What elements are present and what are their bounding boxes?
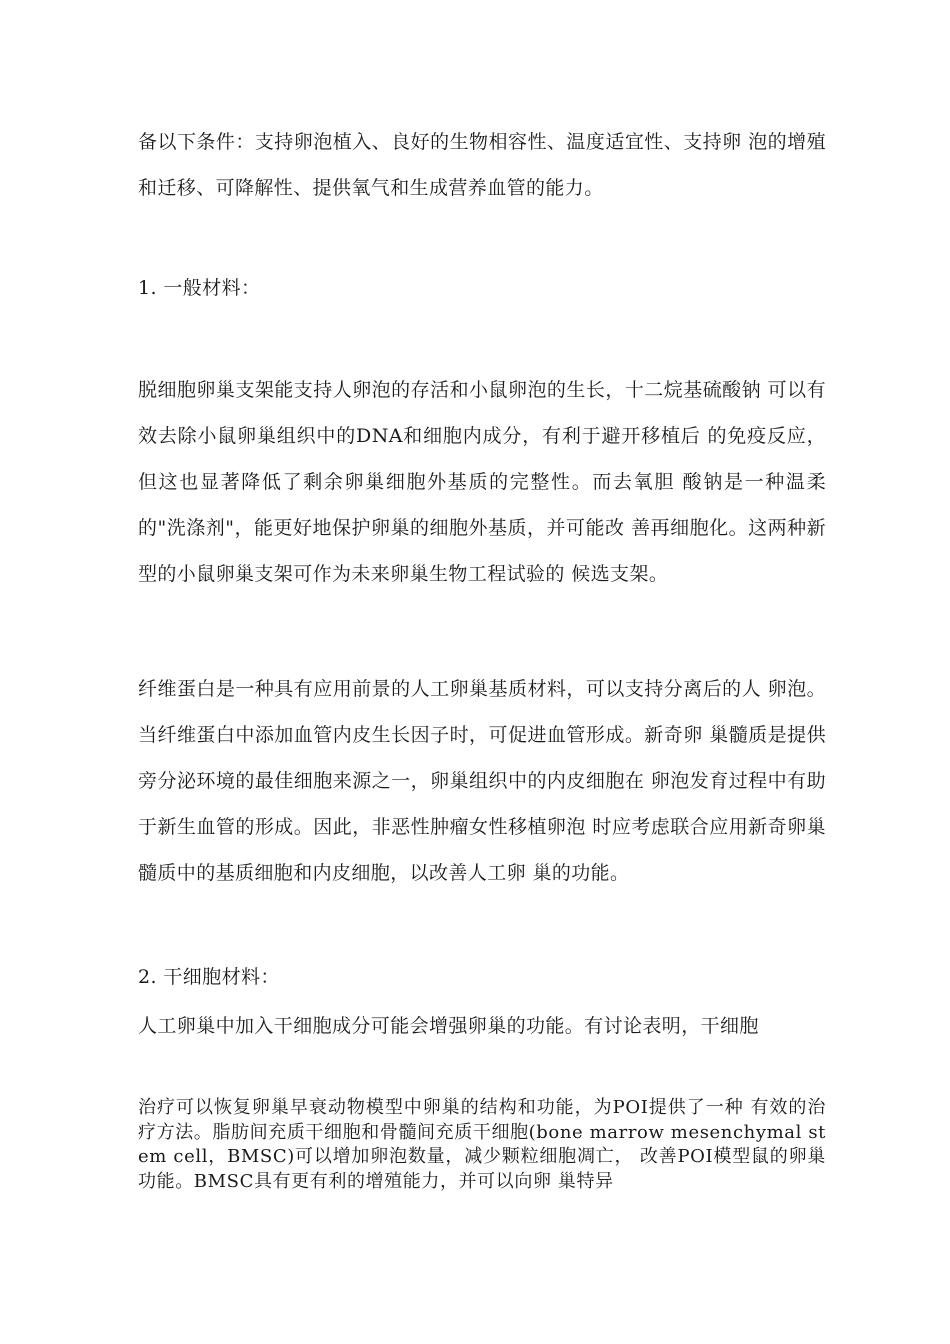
fibrin-paragraph: 纤维蛋白是一种具有应用前景的人工卵巢基质材料，可以支持分离后的人 卵泡。当纤维蛋白中添加血管内皮生长因子时，可促进血管形成。新奇卵 巢髓质是提供旁分泌环境的最佳细胞来源之一，卵巢组织中的内皮细胞在 卵泡发育过程中有助于新生血管的形成。因此，非恶性肿瘤女性移植卵泡 时应考虑联合应用新奇卵巢髓质中的基质细胞和内皮细胞，以改善人工卵 巢的功能。: [138, 678, 826, 884]
section-heading-stem-cell-materials: 2. 干细胞材料：: [138, 966, 280, 988]
intro-paragraph: 备以下条件：支持卵泡植入、良好的生物相容性、温度适宜性、支持卵 泡的增殖和迁移、可降解性、提供氧气和生成营养血管的能力。: [138, 131, 826, 199]
stem-cell-intro-line: 人工卵巢中加入干细胞成分可能会增强卵巢的功能。有讨论表明，干细胞: [138, 1015, 759, 1037]
stem-cell-therapy-paragraph: 治疗可以恢复卵巢早衰动物模型中卵巢的结构和功能，为POI提供了一种 有效的治疗方法。脂肪间充质干细胞和骨髓间充质干细胞(bone marrow mesenchymal stem cell，BMSC)可以增加卵泡数量，减少颗粒细胞凋亡， 改善POI模型鼠的卵巢功能。BMSC具有更有利的增殖能力，并可以向卵 巢特异: [138, 1097, 826, 1192]
decellularized-scaffold-paragraph: 脱细胞卵巢支架能支持人卵泡的存活和小鼠卵泡的生长，十二烷基硫酸钠 可以有效去除小鼠卵巢组织中的DNA和细胞内成分，有利于避开移植后 的免疫反应，但这也显著降低了剩余卵巢细胞外基质的完整性。而去氧胆 酸钠是一种温柔的"洗涤剂"，能更好地保护卵巢的细胞外基质，并可能改 善再细胞化。这两种新型的小鼠卵巢支架可作为未来卵巢生物工程试验的 候选支架。: [138, 379, 826, 585]
section-heading-general-materials: 1. 一般材料：: [138, 277, 261, 299]
